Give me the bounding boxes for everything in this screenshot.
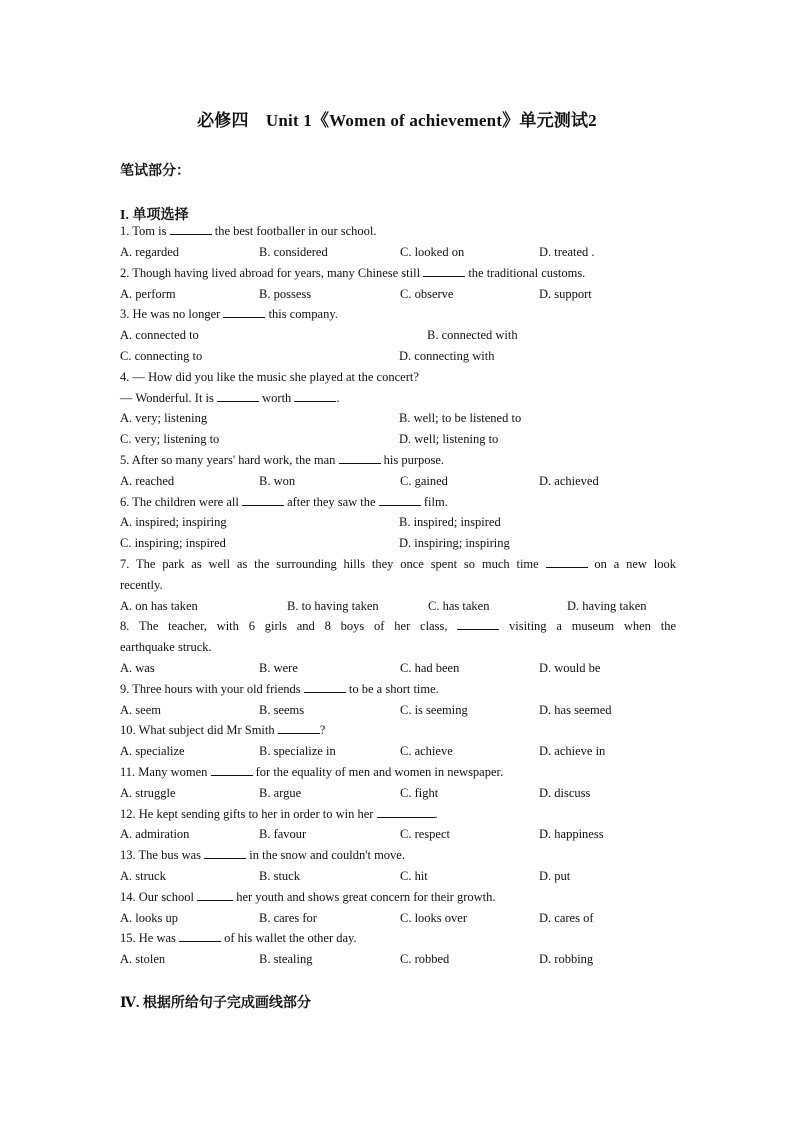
question-7-stem: 7. The park as well as the surrounding hills they once spent so much time on a new look [120, 557, 676, 571]
answer-blank [278, 722, 320, 734]
answer-blank [294, 390, 336, 402]
answer-blank [217, 390, 259, 402]
question-4-stem: — Wonderful. It is worth . [120, 391, 340, 405]
question-13-option-b: B. stuck [259, 869, 300, 883]
question-6-stem: 6. The children were all after they saw the film. [120, 495, 448, 509]
answer-blank [170, 223, 212, 235]
question-2-option-b: B. possess [259, 287, 312, 301]
question-12-option-c: C. respect [400, 827, 450, 841]
question-13-stem: 13. The bus was in the snow and couldn't move. [120, 848, 405, 862]
part-label: 笔试部分： [120, 164, 190, 179]
question-12-option-b: B. favour [259, 827, 307, 841]
question-4-pre: 4. — How did you like the music she played at the concert? [120, 370, 419, 384]
question-1-option-c: C. looked on [400, 245, 465, 259]
question-1-option-b: B. considered [259, 245, 328, 259]
answer-blank [379, 494, 421, 506]
question-8-option-b: B. were [259, 661, 298, 675]
question-9-option-c: C. is seeming [400, 703, 468, 717]
question-11-option-d: D. discuss [539, 786, 591, 800]
answer-blank [423, 265, 465, 277]
question-3-option-b: B. connected with [427, 328, 518, 342]
question-2-option-a: A. perform [120, 287, 176, 301]
question-10-option-c: C. achieve [400, 744, 453, 758]
question-6-option-d: D. inspiring; inspiring [399, 536, 510, 550]
question-5-option-b: B. won [259, 474, 296, 488]
question-7-stem-continued: recently. [120, 578, 163, 592]
question-13-option-d: D. put [539, 869, 571, 883]
question-12-option-d: D. happiness [539, 827, 604, 841]
question-10-option-a: A. specialize [120, 744, 185, 758]
question-11-option-c: C. fight [400, 786, 439, 800]
question-9-option-b: B. seems [259, 703, 305, 717]
question-13-option-c: C. hit [400, 869, 428, 883]
question-8-stem-continued: earthquake struck. [120, 640, 212, 654]
question-7-option-c: C. has taken [428, 599, 490, 613]
question-1-option-d: D. treated . [539, 245, 595, 259]
question-14-option-b: B. cares for [259, 911, 317, 925]
question-5-stem: 5. After so many years' hard work, the man his purpose. [120, 453, 445, 467]
question-11-option-b: B. argue [259, 786, 302, 800]
question-15-option-a: A. stolen [120, 952, 166, 966]
question-2-stem: 2. Though having lived abroad for years, many Chinese still the traditional customs. [120, 266, 586, 280]
question-10-option-d: D. achieve in [539, 744, 606, 758]
question-12-option-a: A. admiration [120, 827, 190, 841]
question-3-option-c: C. connecting to [120, 349, 203, 363]
question-5-option-a: A. reached [120, 474, 175, 488]
question-5-option-d: D. achieved [539, 474, 599, 488]
question-6-option-a: A. inspired; inspiring [120, 515, 227, 529]
question-9-option-a: A. seem [120, 703, 161, 717]
answer-blank [197, 889, 233, 901]
question-15-option-d: D. robbing [539, 952, 594, 966]
question-5-option-c: C. gained [400, 474, 448, 488]
answer-blank [546, 556, 588, 568]
question-14-stem: 14. Our school her youth and shows great concern for their growth. [120, 890, 496, 904]
answer-blank [339, 452, 381, 464]
question-1-option-a: A. regarded [120, 245, 179, 259]
question-3-option-d: D. connecting with [399, 349, 495, 363]
section-heading-1: I. 单项选择 [120, 208, 189, 223]
question-11-stem: 11. Many women for the equality of men and women in newspaper. [120, 765, 504, 779]
question-4-option-c: C. very; listening to [120, 432, 220, 446]
question-8-option-c: C. had been [400, 661, 460, 675]
page-title: 必修四 Unit 1《Women of achievement》单元测试2 [197, 111, 597, 130]
question-15-option-c: C. robbed [400, 952, 450, 966]
question-7-option-b: B. to having taken [287, 599, 379, 613]
answer-blank [242, 494, 284, 506]
section-heading-4: Ⅳ. 根据所给句子完成画线部分 [120, 996, 311, 1011]
question-6-option-b: B. inspired; inspired [399, 515, 501, 529]
question-10-option-b: B. specialize in [259, 744, 336, 758]
question-4-option-a: A. very; listening [120, 411, 208, 425]
question-6-option-c: C. inspiring; inspired [120, 536, 226, 550]
answer-blank [204, 847, 246, 859]
question-7-option-a: A. on has taken [120, 599, 198, 613]
question-9-option-d: D. has seemed [539, 703, 612, 717]
question-3-option-a: A. connected to [120, 328, 199, 342]
answer-blank [211, 764, 253, 776]
question-3-stem: 3. He was no longer this company. [120, 307, 338, 321]
answer-blank [179, 930, 221, 942]
answer-blank [223, 306, 265, 318]
question-8-stem: 8. The teacher, with 6 girls and 8 boys of her class, visiting a museum when the [120, 619, 676, 633]
question-8-option-a: A. was [120, 661, 155, 675]
question-14-option-c: C. looks over [400, 911, 468, 925]
question-10-stem: 10. What subject did Mr Smith ? [120, 723, 326, 737]
question-9-stem: 9. Three hours with your old friends to be a short time. [120, 682, 439, 696]
answer-blank [377, 806, 435, 818]
question-12-stem: 12. He kept sending gifts to her in order to win her . [120, 807, 438, 821]
question-15-option-b: B. stealing [259, 952, 313, 966]
question-8-option-d: D. would be [539, 661, 601, 675]
question-4-option-b: B. well; to be listened to [399, 411, 522, 425]
question-11-option-a: A. struggle [120, 786, 176, 800]
question-14-option-d: D. cares of [539, 911, 594, 925]
question-2-option-c: C. observe [400, 287, 454, 301]
question-14-option-a: A. looks up [120, 911, 178, 925]
question-7-option-d: D. having taken [567, 599, 647, 613]
question-15-stem: 15. He was of his wallet the other day. [120, 931, 357, 945]
answer-blank [457, 618, 499, 630]
question-1-stem: 1. Tom is the best footballer in our school. [120, 224, 377, 238]
question-13-option-a: A. struck [120, 869, 166, 883]
answer-blank [304, 681, 346, 693]
question-2-option-d: D. support [539, 287, 592, 301]
question-4-option-d: D. well; listening to [399, 432, 499, 446]
